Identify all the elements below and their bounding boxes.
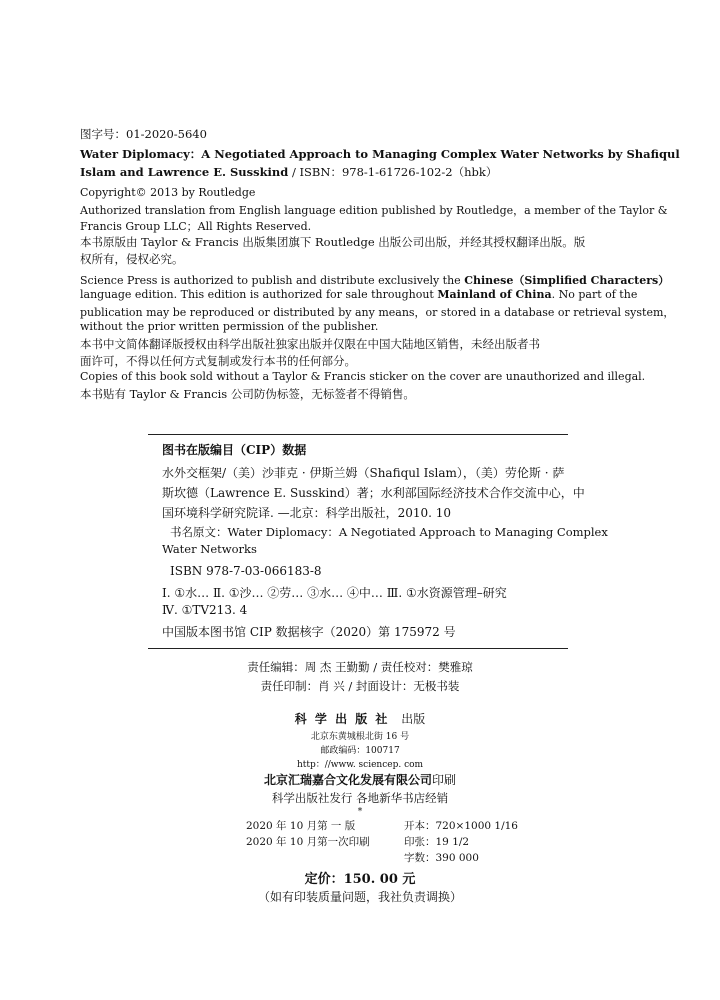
isbn-original: / ISBN：978-1-61726-102-2（hbk）	[288, 165, 498, 179]
science-press-line-4: without the prior written permission of the publisher.	[80, 320, 379, 333]
cip-heading: 图书在版编目（CIP）数据	[162, 443, 307, 457]
word-count: 字数：390 000	[404, 852, 479, 864]
format-info: 开本：720×1000 1/16	[404, 820, 518, 832]
sp-text: language edition. This edition is authorized for sale throughout	[80, 288, 438, 301]
publisher-address: 北京东黄城根北街 16 号	[310, 732, 410, 742]
sp-text: Science Press is authorized to publish and distribute exclusively the	[80, 274, 465, 287]
price-value: 150. 00 元	[343, 872, 416, 887]
printer-suffix: 印刷	[432, 773, 457, 787]
cip-top-rule	[148, 434, 568, 435]
printer-name: 北京汇瑞嘉合文化发展有限公司	[263, 773, 432, 787]
authorization-line-2: Francis Group LLC；All Rights Reserved.	[80, 220, 312, 233]
chinese-authorization-line-2: 权所有，侵权必究。	[80, 252, 184, 266]
printer-line	[0, 771, 720, 788]
chinese-authorization-line-1: 本书原版由 Taylor & Francis 出版集团旗下 Routledge 出版公司出版，并经其授权翻译出版。版	[80, 235, 586, 249]
sticker-notice: Copies of this book sold without a Taylor & Francis sticker on the cover are unauthorized and illegal.	[80, 370, 646, 383]
science-press-line-1	[80, 272, 669, 288]
separator-star: *	[357, 807, 363, 817]
publisher-website: http：//www. sciencep. com	[296, 760, 424, 770]
cip-data-number: 中国版本图书馆 CIP 数据核字（2020）第 175972 号	[162, 625, 456, 639]
distribution-line: 科学出版社发行 各地新华书店经销	[271, 791, 449, 805]
edition-date: 2020 年 10 月第 一 版	[246, 820, 356, 832]
cip-classification-1: Ⅰ. ①水… Ⅱ. ①沙… ②劳… ③水… ④中… Ⅲ. ①水资源管理–研究	[162, 586, 507, 600]
cip-classification-2: Ⅳ. ①TV213. 4	[162, 603, 248, 617]
cip-entry-line-3: 国环境科学研究院译. —北京：科学出版社，2010. 10	[162, 506, 452, 520]
publisher-line	[0, 710, 720, 727]
science-press-line-3: publication may be reproduced or distributed by any means，or stored in a database or retrieval system，	[80, 306, 675, 319]
chinese-exclusive-line-1: 本书中文简体翻译版授权由科学出版社独家出版并仅限在中国大陆地区销售，未经出版者书	[80, 337, 540, 351]
copyright-notice: Copyright© 2013 by Routledge	[80, 186, 256, 199]
original-title-line-1: Water Diplomacy：A Negotiated Approach to Managing Complex Water Networks by Shafiqul	[80, 147, 680, 161]
sp-region-bold: Mainland of China	[437, 288, 552, 301]
editors-line: 责任编辑：周 杰 王勤勤 / 责任校对：樊雅琼	[247, 660, 473, 674]
cip-entry-line-1: 水外交框架/（美）沙菲克 · 伊斯兰姆（Shafiqul Islam），（美）劳伦斯 · 萨	[162, 466, 565, 480]
sp-text: . No part of the	[551, 288, 638, 301]
printed-sheets: 印张：19 1/2	[404, 836, 470, 848]
publisher-suffix: 出版	[401, 712, 426, 726]
price-line	[0, 868, 720, 887]
publisher-name: 科 学 出 版 社	[294, 712, 390, 726]
authors: Islam and Lawrence E. Susskind	[80, 165, 289, 179]
price-label: 定价：	[304, 872, 344, 887]
authorization-line-1: Authorized translation from English language edition published by Routledge，a member of the Taylor &	[80, 204, 668, 217]
quality-notice: （如有印装质量问题，我社负责调换）	[257, 890, 462, 904]
sp-language-bold: Chinese（Simplified Characters）	[464, 274, 670, 287]
cip-bottom-rule	[148, 648, 568, 649]
cip-original-title-2: Water Networks	[162, 542, 257, 556]
sticker-notice-chinese: 本书贴有 Taylor & Francis 公司防伪标签，无标签者不得销售。	[80, 387, 415, 401]
chinese-exclusive-line-2: 面许可，不得以任何方式复制或发行本书的任何部分。	[80, 354, 356, 368]
science-press-line-2	[80, 288, 637, 301]
publisher-postcode: 邮政编码：100717	[320, 746, 400, 756]
original-title-line-2	[80, 164, 497, 180]
record-number: 图字号：01-2020-5640	[80, 127, 207, 141]
printing-design-line: 责任印制：肖 兴 / 封面设计：无极书装	[260, 679, 460, 693]
cip-original-title-1: 书名原文：Water Diplomacy：A Negotiated Approach to Managing Complex	[170, 525, 608, 539]
cip-isbn: ISBN 978-7-03-066183-8	[170, 564, 322, 578]
printing-date: 2020 年 10 月第一次印刷	[246, 836, 370, 848]
cip-entry-line-2: 斯坎德（Lawrence E. Susskind）著；水利部国际经济技术合作交流中心，中	[162, 486, 585, 500]
